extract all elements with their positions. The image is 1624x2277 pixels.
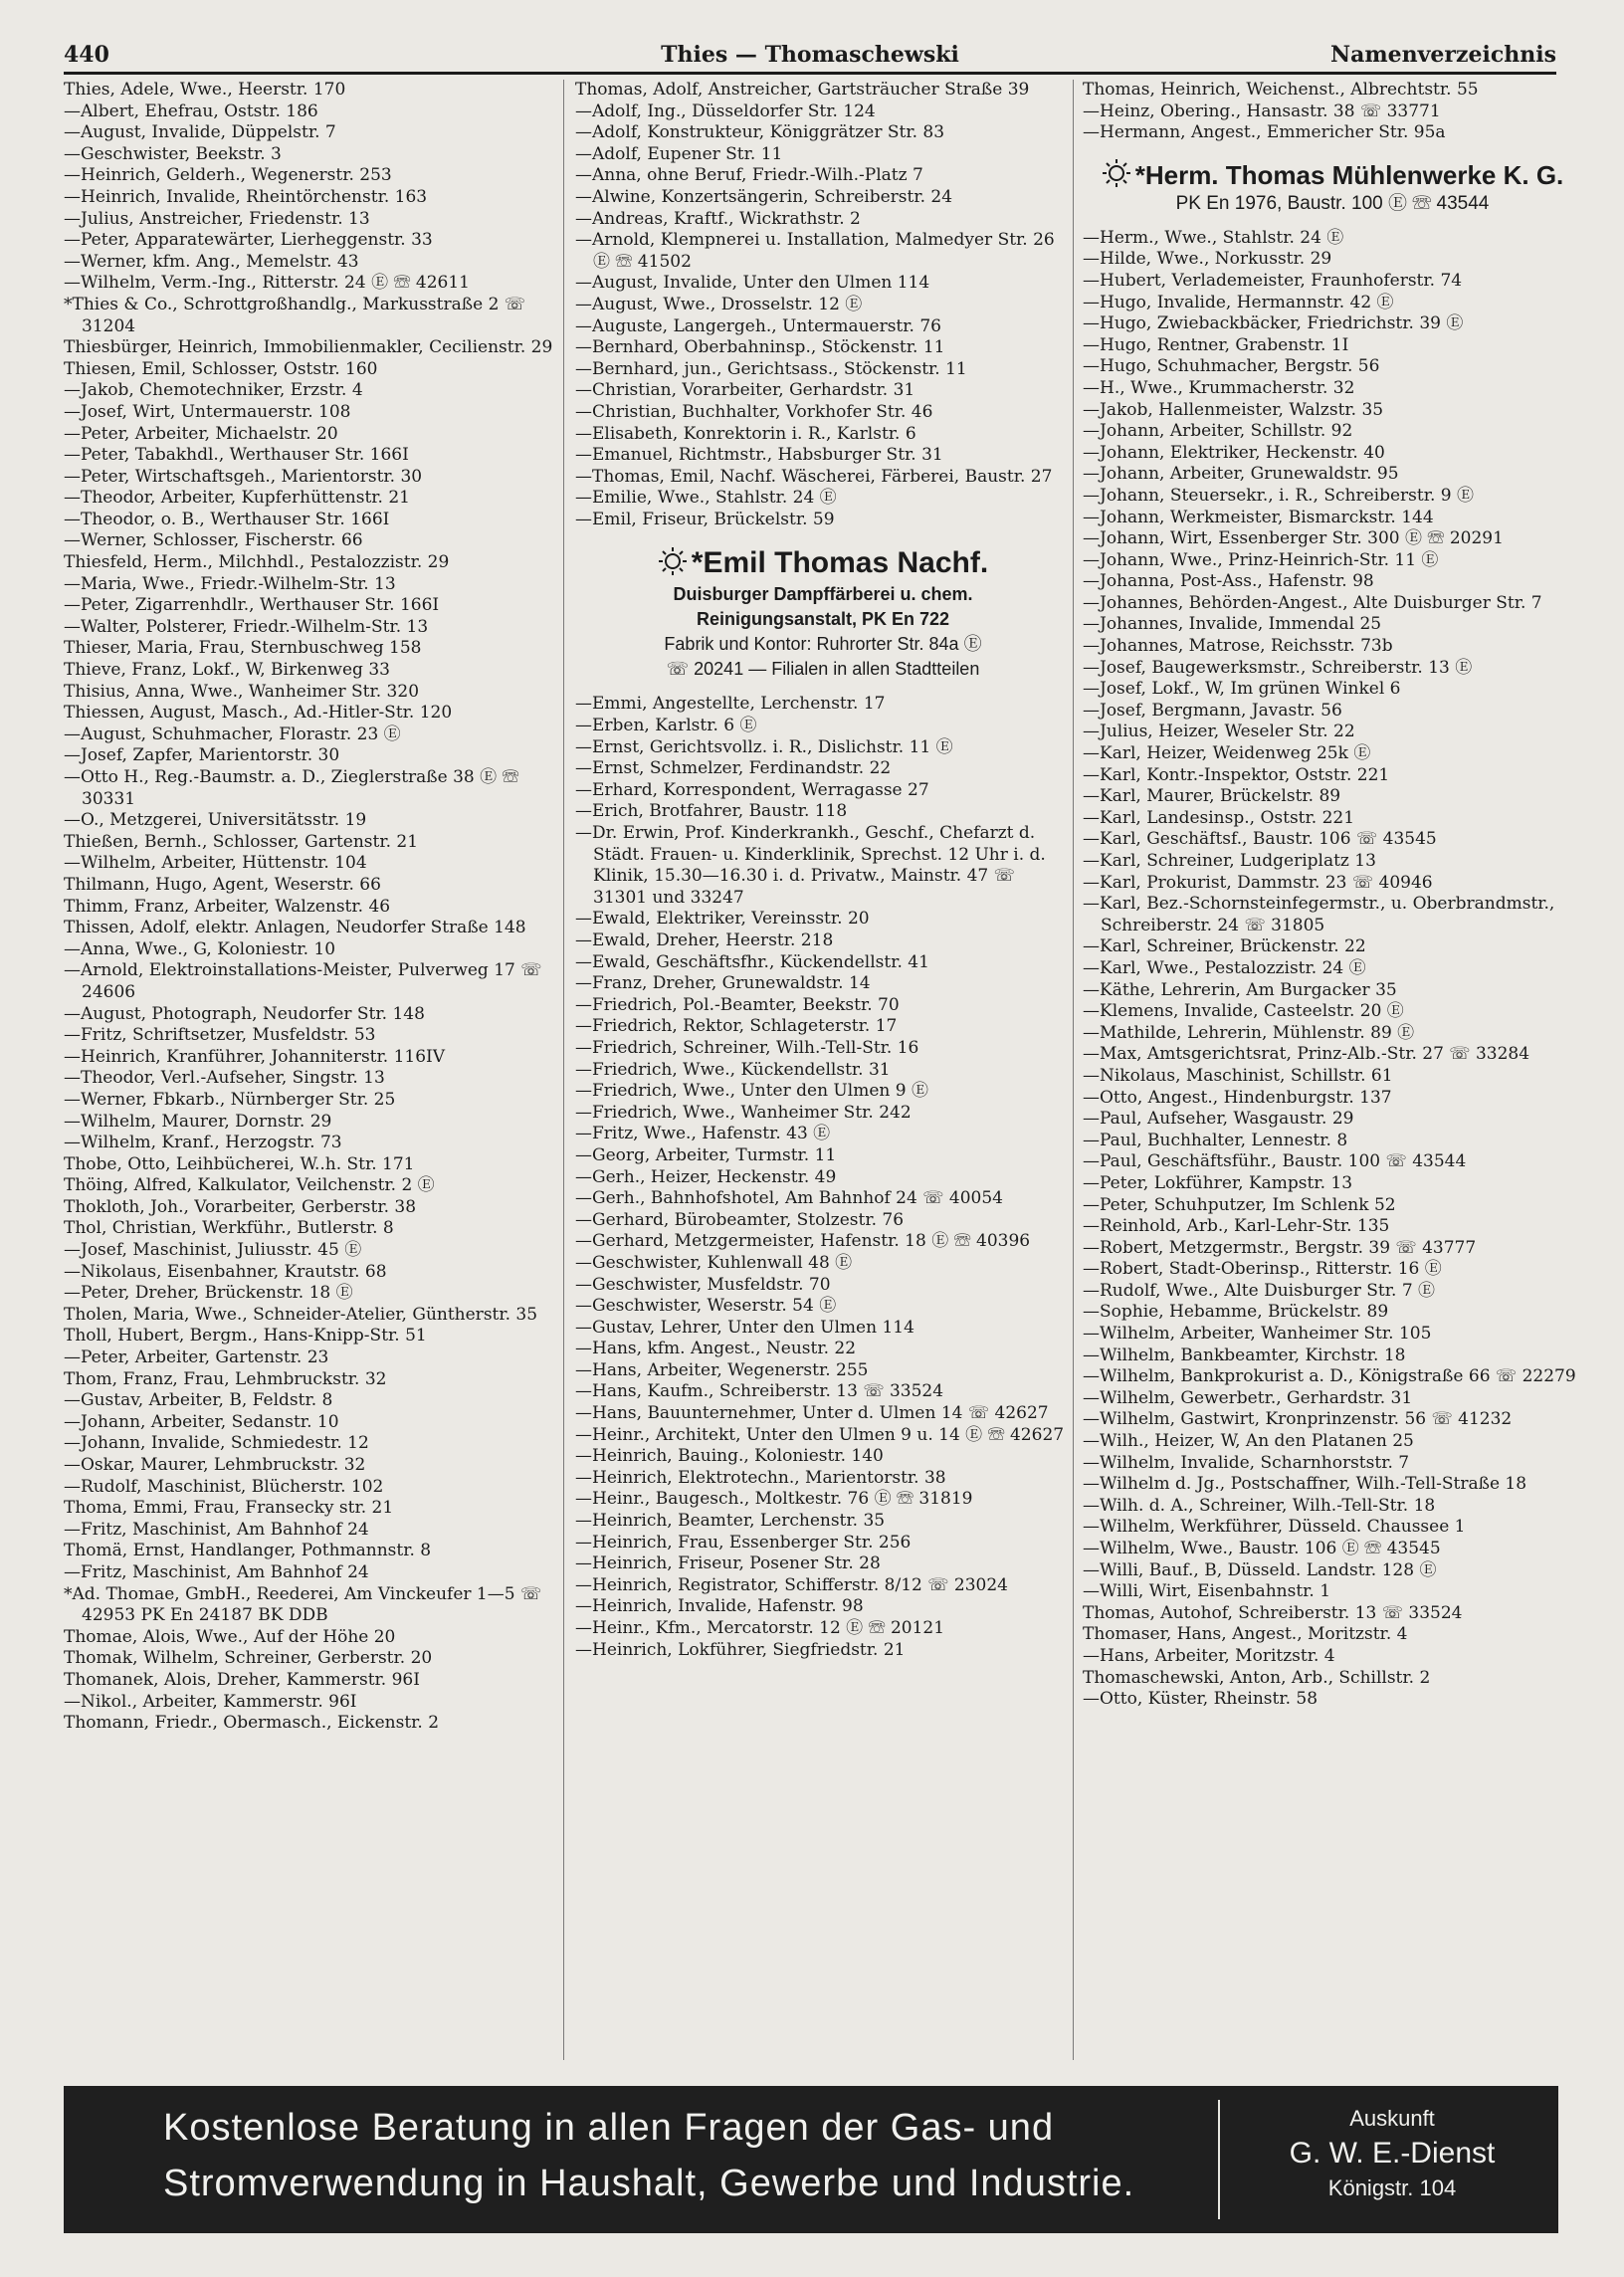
directory-entry: —Anna, Wwe., G, Koloniestr. 10 [64, 938, 336, 959]
directory-entry: Thomann, Friedr., Obermasch., Eickenstr. 2 [64, 1713, 440, 1734]
directory-entry: —Gustav, Lehrer, Unter den Ulmen 114 [575, 1317, 914, 1338]
directory-entry: —Bernhard, jun., Gerichtsass., Stöckenstr. 11 [575, 358, 967, 379]
directory-entry: —Otto, Angest., Hindenburgstr. 137 [1083, 1087, 1392, 1108]
directory-entry: Thoma, Emmi, Frau, Fransecky str. 21 [64, 1498, 394, 1519]
directory-entry: Thokloth, Joh., Vorarbeiter, Gerberstr. 38 [64, 1196, 417, 1217]
directory-entry: —Heinrich, Registrator, Schifferstr. 8/12 ☏ 23024 [575, 1574, 1009, 1595]
directory-entry: —Fritz, Maschinist, Am Bahnhof 24 [64, 1561, 369, 1582]
directory-entry: Thies, Adele, Wwe., Heerstr. 170 [64, 80, 346, 100]
directory-entry: —August, Invalide, Düppelstr. 7 [64, 122, 336, 143]
directory-entry: —Friedrich, Wwe., Unter den Ulmen 9 Ⓔ [575, 1081, 928, 1102]
directory-entry: —Wilh., Heizer, W, An den Platanen 25 [1083, 1431, 1414, 1452]
directory-entry: —Karl, Geschäftsf., Baustr. 106 ☏ 43545 [1083, 829, 1437, 850]
directory-entry: Thiessen, August, Masch., Ad.-Hitler-Str. 120 [64, 703, 453, 724]
directory-entry: —Heinz, Obering., Hansastr. 38 ☏ 33771 [1083, 101, 1441, 121]
directory-entry: —Adolf, Konstrukteur, Königgrätzer Str. 83 [575, 122, 945, 143]
directory-entry: —Hermann, Angest., Emmericher Str. 95a [1083, 122, 1446, 143]
directory-entry: Thisius, Anna, Wwe., Wanheimer Str. 320 [64, 681, 420, 702]
directory-entry: —Heinr., Architekt, Unter den Ulmen 9 u. 14 Ⓔ ☏ 42627 [575, 1424, 1065, 1445]
directory-entry: —Gerhard, Metzgermeister, Hafenstr. 18 Ⓔ ☏ 40396 [575, 1231, 1031, 1252]
directory-entry: —Wilhelm, Gewerbetr., Gerhardstr. 31 [1083, 1387, 1413, 1408]
directory-entry: —Reinhold, Arb., Karl-Lehr-Str. 135 [1083, 1216, 1390, 1237]
directory-entry: Thießen, Bernh., Schlosser, Gartenstr. 21 [64, 831, 419, 852]
directory-entry: —Peter, Tabakhdl., Werthauser Str. 166I [64, 445, 409, 466]
directory-entry: —Heinrich, Kranführer, Johanniterstr. 116IV [64, 1046, 446, 1067]
directory-entry: —Walter, Polsterer, Friedr.-Wilhelm-Str. 13 [64, 616, 429, 637]
directory-entry: —Max, Amtsgerichtsrat, Prinz-Alb.-Str. 27 ☏ 33284 [1083, 1044, 1530, 1065]
directory-entry: —Hans, Bauunternehmer, Unter d. Ulmen 14 ☏ 42627 [575, 1403, 1049, 1424]
directory-entry: —Ernst, Gerichtsvollz. i. R., Dislichstr. 11 Ⓔ [575, 736, 953, 757]
directory-entry: —Friedrich, Pol.-Beamter, Beekstr. 70 [575, 994, 900, 1015]
directory-entry: Tholen, Maria, Wwe., Schneider-Atelier, Güntherstr. 35 [64, 1304, 538, 1325]
directory-entry: —Paul, Geschäftsführ., Baustr. 100 ☏ 43544 [1083, 1151, 1467, 1172]
directory-entry: —Robert, Metzgermstr., Bergstr. 39 ☏ 43777 [1083, 1237, 1477, 1258]
column-divider [563, 80, 564, 2060]
directory-entry: —Hans, Kaufm., Schreiberstr. 13 ☏ 33524 [575, 1381, 944, 1402]
directory-entry: —Erhard, Korrespondent, Werragasse 27 [575, 779, 929, 800]
directory-entry: Thomae, Alois, Wwe., Auf der Höhe 20 [64, 1626, 396, 1647]
directory-entry: —Alwine, Konzertsängerin, Schreiberstr. 24 [575, 186, 953, 207]
directory-entry: —Friedrich, Rektor, Schlageterstr. 17 [575, 1016, 898, 1037]
directory-entry: —Gerh., Bahnhofshotel, Am Bahnhof 24 ☏ 40054 [575, 1188, 1003, 1209]
directory-entry: Thomanek, Alois, Dreher, Kammerstr. 96I [64, 1669, 420, 1690]
directory-entry: —Robert, Stadt-Oberinsp., Ritterstr. 16 Ⓔ [1083, 1259, 1442, 1280]
directory-entry: Tholl, Hubert, Bergm., Hans-Knipp-Str. 51 [64, 1326, 427, 1346]
directory-entry: Thomas, Adolf, Anstreicher, Gartsträucher Straße 39 [575, 80, 1030, 100]
directory-entry: —Peter, Wirtschaftsgeh., Marientorstr. 30 [64, 466, 423, 487]
directory-entry: —Karl, Maurer, Brückelstr. 89 [1083, 786, 1341, 807]
directory-entry: —Emil, Friseur, Brückelstr. 59 [575, 509, 835, 529]
directory-entry: —Bernhard, Oberbahninsp., Stöckenstr. 11 [575, 337, 945, 358]
directory-entry: —Wilhelm, Invalide, Scharnhorststr. 7 [1083, 1452, 1410, 1473]
directory-entry: —Friedrich, Wwe., Wanheimer Str. 242 [575, 1102, 912, 1123]
directory-entry: —Johannes, Invalide, Immendal 25 [1083, 614, 1382, 635]
directory-entry: Thieser, Maria, Frau, Sternbuschweg 158 [64, 638, 422, 659]
directory-entry: —Peter, Arbeiter, Michaelstr. 20 [64, 423, 338, 444]
directory-entry: —Erich, Brotfahrer, Baustr. 118 [575, 801, 848, 822]
directory-entry: —Josef, Wirt, Untermauerstr. 108 [64, 401, 351, 422]
ad-line: Reinigungsanstalt, PK En 722 [696, 609, 950, 630]
directory-entry: —Fritz, Wwe., Hafenstr. 43 Ⓔ [575, 1124, 831, 1144]
directory-entry: —Johann, Steuersekr., i. R., Schreiberstr. 9 Ⓔ [1083, 485, 1474, 506]
directory-entry: —Heinrich, Bauing., Koloniestr. 140 [575, 1446, 884, 1467]
directory-entry: Thomas, Autohof, Schreiberstr. 13 ☏ 33524 [1083, 1602, 1463, 1623]
directory-entry: —Erben, Karlstr. 6 Ⓔ [575, 716, 757, 736]
directory-entry: —Adolf, Ing., Düsseldorfer Str. 124 [575, 101, 876, 121]
directory-entry: —Ewald, Dreher, Heerstr. 218 [575, 931, 834, 950]
directory-entry: —Arnold, Elektroinstallations-Meister, Pulverweg 17 ☏ 24606 [64, 960, 542, 1002]
directory-entry: —Johann, Invalide, Schmiedestr. 12 [64, 1433, 369, 1454]
directory-entry: —Heinrich, Invalide, Hafenstr. 98 [575, 1596, 864, 1617]
directory-entry: —Nikolaus, Eisenbahner, Krautstr. 68 [64, 1261, 387, 1282]
directory-entry: —Josef, Bergmann, Javastr. 56 [1083, 700, 1342, 721]
directory-entry: —Johann, Arbeiter, Sedanstr. 10 [64, 1411, 339, 1432]
directory-entry: —Wilhelm, Maurer, Dornstr. 29 [64, 1111, 332, 1132]
directory-entry: —Jakob, Hallenmeister, Walzstr. 35 [1083, 399, 1384, 420]
directory-entry: —Johannes, Behörden-Angest., Alte Duisburger Str. 7 [1083, 592, 1542, 613]
column-divider [1073, 80, 1074, 2060]
directory-entry: —August, Schuhmacher, Florastr. 23 Ⓔ [64, 724, 401, 744]
directory-entry: —Karl, Kontr.-Inspektor, Oststr. 221 [1083, 764, 1390, 785]
directory-entry: —Johann, Werkmeister, Bismarckstr. 144 [1083, 507, 1434, 527]
sun-logo-icon [1102, 158, 1131, 188]
directory-entry: —August, Photograph, Neudorfer Str. 148 [64, 1003, 425, 1024]
directory-entry: —August, Invalide, Unter den Ulmen 114 [575, 273, 930, 294]
directory-entry: —Mathilde, Lehrerin, Mühlenstr. 89 Ⓔ [1083, 1022, 1415, 1043]
directory-entry: —Fritz, Maschinist, Am Bahnhof 24 [64, 1519, 369, 1540]
directory-entry: Thol, Christian, Werkführ., Butlerstr. 8 [64, 1218, 394, 1239]
directory-entry: —Andreas, Kraftf., Wickrathstr. 2 [575, 208, 861, 229]
banner-line: Kostenlose Beratung in allen Fragen der Gas- und [163, 2107, 1055, 2149]
directory-entry: —Wilhelm d. Jg., Postschaffner, Wilh.-Tell-Straße 18 [1083, 1474, 1527, 1495]
directory-entry: —Johann, Elektriker, Heckenstr. 40 [1083, 442, 1385, 463]
directory-entry: —Hans, kfm. Angest., Neustr. 22 [575, 1339, 857, 1359]
directory-entry: Thomä, Ernst, Handlanger, Pothmannstr. 8 [64, 1541, 432, 1561]
directory-entry: —Elisabeth, Konrektorin i. R., Karlstr. 6 [575, 423, 916, 444]
directory-entry: —Hans, Arbeiter, Moritzstr. 4 [1083, 1645, 1335, 1666]
directory-entry: —Willi, Bauf., B, Düsseld. Landstr. 128 Ⓔ [1083, 1559, 1437, 1580]
directory-entry: —Peter, Apparatewärter, Lierheggenstr. 33 [64, 230, 433, 251]
page-title: Thies — Thomaschewski [661, 42, 959, 68]
ad-company-name: *Emil Thomas Nachf. [691, 546, 989, 580]
directory-entry: —Klemens, Invalide, Casteelstr. 20 Ⓔ [1083, 1001, 1404, 1022]
directory-entry: —Heinr., Kfm., Mercatorstr. 12 Ⓔ ☏ 20121 [575, 1618, 945, 1638]
directory-entry: —Johanna, Post-Ass., Hafenstr. 98 [1083, 571, 1374, 592]
directory-entry: —Werner, Schlosser, Fischerstr. 66 [64, 530, 363, 551]
directory-entry: —Hugo, Schuhmacher, Bergstr. 56 [1083, 356, 1380, 377]
directory-entry: —Peter, Dreher, Brückenstr. 18 Ⓔ [64, 1283, 353, 1304]
directory-entry: —Karl, Schreiner, Brückenstr. 22 [1083, 936, 1366, 957]
directory-entry: —Julius, Heizer, Weseler Str. 22 [1083, 722, 1355, 742]
directory-entry: —Ewald, Geschäftsfhr., Kückendellstr. 41 [575, 951, 929, 972]
directory-entry: —Nikol., Arbeiter, Kammerstr. 96I [64, 1691, 357, 1712]
directory-entry: —Heinrich, Lokführer, Siegfriedstr. 21 [575, 1639, 906, 1660]
directory-entry: —Willi, Wirt, Eisenbahnstr. 1 [1083, 1581, 1331, 1602]
directory-entry: —Heinrich, Invalide, Rheintörchenstr. 163 [64, 186, 428, 207]
directory-entry: —Werner, Fbkarb., Nürnberger Str. 25 [64, 1089, 396, 1110]
directory-entry: —Wilh. d. A., Schreiner, Wilh.-Tell-Str. 18 [1083, 1495, 1436, 1516]
directory-entry: —Heinrich, Friseur, Posener Str. 28 [575, 1553, 881, 1574]
directory-entry: —Heinrich, Elektrotechn., Marientorstr. 38 [575, 1467, 946, 1488]
directory-entry: —Peter, Zigarrenhdlr., Werthauser Str. 166I [64, 595, 440, 616]
directory-entry: —Gustav, Arbeiter, B, Feldstr. 8 [64, 1390, 333, 1411]
directory-entry: Thöing, Alfred, Kalkulator, Veilchenstr. 2 Ⓔ [64, 1175, 435, 1196]
directory-entry: —Wilhelm, Bankprokurist a. D., Königstraße 66 ☏ 22279 [1083, 1366, 1576, 1387]
ad-line: PK En 1976, Baustr. 100 Ⓔ ☏ 43544 [1175, 192, 1490, 214]
directory-entry: Thobe, Otto, Leihbücherei, W..h. Str. 171 [64, 1153, 415, 1174]
directory-entry: —Hans, Arbeiter, Wegenerstr. 255 [575, 1359, 869, 1380]
directory-entry: —Hilde, Wwe., Norkusstr. 29 [1083, 249, 1332, 270]
directory-entry: —Josef, Baugewerksmstr., Schreiberstr. 13 Ⓔ [1083, 657, 1473, 678]
banner-service-name: G. W. E.-Dienst [1289, 2137, 1496, 2170]
directory-entry: Thieve, Franz, Lokf., W, Birkenweg 33 [64, 660, 390, 681]
directory-entry: —Dr. Erwin, Prof. Kinderkrankh., Geschf., Chefarzt d. Städt. Frauen- u. Kinderklinik, Sprechst. 12 Uhr i. d. Klinik, 15.30—16.30 i. d. Privatw., Mainstr. 47 ☏ 31301 und 33247 [575, 823, 1046, 908]
directory-entry: Thilmann, Hugo, Agent, Weserstr. 66 [64, 874, 381, 895]
directory-entry: —Auguste, Langergeh., Untermauerstr. 76 [575, 315, 941, 336]
directory-entry: —Käthe, Lehrerin, Am Burgacker 35 [1083, 979, 1397, 1000]
advertisement-emil-thomas [575, 544, 1071, 682]
directory-entry: —Johann, Wwe., Prinz-Heinrich-Str. 11 Ⓔ [1083, 549, 1439, 570]
directory-entry: Thiesen, Emil, Schlosser, Oststr. 160 [64, 358, 378, 379]
column-2 [575, 80, 1071, 1661]
directory-entry: —Albert, Ehefrau, Oststr. 186 [64, 101, 318, 121]
banner-divider [1218, 2100, 1220, 2219]
banner-info-label: Auskunft [1349, 2106, 1435, 2131]
directory-entry: —Otto H., Reg.-Baumstr. a. D., Zieglerstraße 38 Ⓔ ☏ 30331 [64, 767, 519, 809]
directory-entry: —Karl, Wwe., Pestalozzistr. 24 Ⓔ [1083, 957, 1366, 978]
directory-entry: —Karl, Prokurist, Dammstr. 23 ☏ 40946 [1083, 872, 1433, 893]
directory-entry: —Geschwister, Kuhlenwall 48 Ⓔ [575, 1252, 853, 1273]
directory-entry: —Otto, Küster, Rheinstr. 58 [1083, 1689, 1319, 1710]
directory-entry: —Hugo, Rentner, Grabenstr. 1I [1083, 334, 1349, 355]
directory-entry: —Hugo, Zwiebackbäcker, Friedrichstr. 39 Ⓔ [1083, 313, 1464, 334]
ad-line: Duisburger Dampffärberei u. chem. [673, 584, 973, 605]
directory-entry: —Paul, Buchhalter, Lennestr. 8 [1083, 1130, 1348, 1150]
directory-entry: Thimm, Franz, Arbeiter, Walzenstr. 46 [64, 896, 391, 917]
directory-entry: —Oskar, Maurer, Lehmbruckstr. 32 [64, 1455, 366, 1475]
directory-entry: —H., Wwe., Krummacherstr. 32 [1083, 377, 1355, 398]
directory-entry: —Paul, Aufseher, Wasgaustr. 29 [1083, 1109, 1354, 1130]
directory-entry: —Karl, Landesinsp., Oststr. 221 [1083, 807, 1355, 828]
directory-entry: —Karl, Heizer, Weidenweg 25k Ⓔ [1083, 743, 1371, 764]
sun-logo-icon [658, 546, 688, 576]
page-header [64, 42, 1556, 72]
banner-address: Königstr. 104 [1327, 2175, 1457, 2200]
directory-entry: —August, Wwe., Drosselstr. 12 Ⓔ [575, 294, 863, 314]
directory-entry: —Friedrich, Wwe., Kückendellstr. 31 [575, 1059, 891, 1080]
column-3 [1083, 80, 1582, 1711]
ad-company-name: *Herm. Thomas Mühlenwerke K. G. [1134, 159, 1564, 190]
directory-entry: —Geschwister, Musfeldstr. 70 [575, 1274, 831, 1295]
directory-entry: —Heinrich, Beamter, Lerchenstr. 35 [575, 1511, 886, 1532]
directory-entry: —Peter, Lokführer, Kampstr. 13 [1083, 1172, 1353, 1193]
ad-line: ☏ 20241 — Filialen in allen Stadtteilen [666, 659, 980, 680]
directory-entry: —Wilhelm, Bankbeamter, Kirchstr. 18 [1083, 1345, 1406, 1365]
directory-entry: —Peter, Schuhputzer, Im Schlenk 52 [1083, 1194, 1396, 1215]
directory-entry: —Emilie, Wwe., Stahlstr. 24 Ⓔ [575, 488, 837, 509]
directory-entry: —Josef, Lokf., W, Im grünen Winkel 6 [1083, 679, 1401, 700]
directory-entry: —Heinrich, Frau, Essenberger Str. 256 [575, 1532, 912, 1552]
directory-entry: —O., Metzgerei, Universitätsstr. 19 [64, 810, 367, 831]
directory-entry: Thiesfeld, Herm., Milchhdl., Pestalozzistr. 29 [64, 552, 450, 573]
directory-entry: —Adolf, Eupener Str. 11 [575, 143, 783, 164]
directory-entry: Thom, Franz, Frau, Lehmbruckstr. 32 [64, 1368, 387, 1389]
page-number: 440 [64, 42, 109, 68]
directory-entry: Thomaser, Hans, Angest., Moritzstr. 4 [1083, 1624, 1408, 1645]
directory-entry: —Gerhard, Bürobeamter, Stolzestr. 76 [575, 1209, 905, 1230]
banner-line: Stromverwendung in Haushalt, Gewerbe und Industrie. [163, 2163, 1135, 2204]
directory-entry: —Hugo, Invalide, Hermannstr. 42 Ⓔ [1083, 292, 1394, 312]
directory-entry: —Wilhelm, Werkführer, Düsseld. Chaussee 1 [1083, 1517, 1466, 1538]
directory-entry: *Ad. Thomae, GmbH., Reederei, Am Vinckeufer 1—5 ☏ 42953 PK En 24187 BK DDB [64, 1583, 542, 1626]
directory-entry: —Wilhelm, Gastwirt, Kronprinzenstr. 56 ☏ 41232 [1083, 1409, 1513, 1430]
advertisement-herm-thomas [1083, 158, 1582, 216]
directory-entry: —Friedrich, Schreiner, Wilh.-Tell-Str. 16 [575, 1037, 919, 1058]
directory-entry: —Theodor, Arbeiter, Kupferhüttenstr. 21 [64, 488, 410, 509]
directory-entry: —Ewald, Elektriker, Vereinsstr. 20 [575, 909, 870, 930]
directory-entry: —Sophie, Hebamme, Brückelstr. 89 [1083, 1302, 1389, 1323]
directory-entry: —Josef, Zapfer, Marientorstr. 30 [64, 745, 340, 766]
directory-entry: Thomak, Wilhelm, Schreiner, Gerberstr. 20 [64, 1648, 433, 1669]
directory-entry: —Wilhelm, Arbeiter, Hüttenstr. 104 [64, 853, 367, 874]
directory-entry: —Werner, kfm. Ang., Memelstr. 43 [64, 251, 359, 272]
gas-advertisement-banner [64, 2086, 1558, 2233]
directory-entry: —Karl, Schreiner, Ludgeriplatz 13 [1083, 851, 1376, 871]
directory-entry: —Heinrich, Gelderh., Wegenerstr. 253 [64, 165, 392, 186]
directory-entry: —Josef, Maschinist, Juliusstr. 45 Ⓔ [64, 1240, 362, 1261]
directory-entry: —Rudolf, Wwe., Alte Duisburger Str. 7 Ⓔ [1083, 1280, 1436, 1301]
directory-entry: —Thomas, Emil, Nachf. Wäscherei, Färberei, Baustr. 27 [575, 466, 1053, 487]
directory-entry: —Karl, Bez.-Schornsteinfegermstr., u. Oberbrandmstr., Schreiberstr. 24 ☏ 31805 [1083, 894, 1555, 935]
directory-entry: —Franz, Dreher, Grunewaldstr. 14 [575, 973, 871, 994]
directory-entry: —Johann, Arbeiter, Grunewaldstr. 95 [1083, 464, 1399, 485]
directory-entry: —Jakob, Chemotechniker, Erzstr. 4 [64, 380, 363, 401]
directory-entry: —Wilhelm, Wwe., Baustr. 106 Ⓔ ☏ 43545 [1083, 1539, 1441, 1558]
directory-entry: —Geschwister, Weserstr. 54 Ⓔ [575, 1296, 837, 1317]
directory-entry: —Hubert, Verlademeister, Fraunhoferstr. 74 [1083, 270, 1463, 291]
directory-entry: —Geschwister, Beekstr. 3 [64, 143, 282, 164]
directory-entry: —Theodor, o. B., Werthauser Str. 166I [64, 509, 390, 529]
directory-entry: —Maria, Wwe., Friedr.-Wilhelm-Str. 13 [64, 573, 396, 594]
directory-entry: —Georg, Arbeiter, Turmstr. 11 [575, 1144, 837, 1165]
directory-entry: —Christian, Buchhalter, Vorkhofer Str. 46 [575, 401, 933, 422]
directory-entry: —Theodor, Verl.-Aufseher, Singstr. 13 [64, 1068, 385, 1089]
directory-entry: —Christian, Vorarbeiter, Gerhardstr. 31 [575, 380, 915, 401]
directory-entry: —Heinr., Baugesch., Moltkestr. 76 Ⓔ ☏ 31819 [575, 1489, 973, 1510]
directory-entry: *Thies & Co., Schrottgroßhandlg., Markusstraße 2 ☏ 31204 [64, 294, 526, 336]
ad-line: Fabrik und Kontor: Ruhrorter Str. 84a Ⓔ [664, 634, 982, 655]
directory-entry: —Julius, Anstreicher, Friedenstr. 13 [64, 208, 370, 229]
section-title: Namenverzeichnis [1330, 42, 1556, 68]
directory-entry: —Emmi, Angestellte, Lerchenstr. 17 [575, 694, 886, 715]
directory-entry: —Johann, Wirt, Essenberger Str. 300 Ⓔ ☏ 20291 [1083, 528, 1504, 549]
directory-entry: Thissen, Adolf, elektr. Anlagen, Neudorfer Straße 148 [64, 918, 526, 938]
directory-entry: —Ernst, Schmelzer, Ferdinandstr. 22 [575, 758, 892, 779]
directory-entry: —Herm., Wwe., Stahlstr. 24 Ⓔ [1083, 227, 1344, 248]
directory-entry: —Peter, Arbeiter, Gartenstr. 23 [64, 1347, 329, 1368]
directory-entry: —Arnold, Klempnerei u. Installation, Malmedyer Str. 26 Ⓔ ☏ 41502 [575, 230, 1055, 272]
header-rule [64, 72, 1556, 75]
directory-entry: Thomaschewski, Anton, Arb., Schillstr. 2 [1083, 1667, 1431, 1688]
directory-entry: Thomas, Heinrich, Weichenst., Albrechtstr. 55 [1083, 80, 1479, 100]
directory-entry: —Johannes, Matrose, Reichsstr. 73b [1083, 636, 1393, 657]
directory-entry: —Gerh., Heizer, Heckenstr. 49 [575, 1166, 837, 1187]
directory-entry: —Wilhelm, Kranf., Herzogstr. 73 [64, 1133, 342, 1153]
directory-entry: —Emanuel, Richtmstr., Habsburger Str. 31 [575, 445, 943, 466]
directory-entry: —Wilhelm, Verm.-Ing., Ritterstr. 24 Ⓔ ☏ 42611 [64, 273, 470, 294]
directory-entry: —Wilhelm, Arbeiter, Wanheimer Str. 105 [1083, 1324, 1432, 1345]
directory-entry: Thiesbürger, Heinrich, Immobilienmakler, Cecilienstr. 29 [64, 337, 553, 358]
column-1 [64, 80, 559, 1735]
directory-entry: —Fritz, Schriftsetzer, Musfeldstr. 53 [64, 1025, 376, 1046]
directory-entry: —Johann, Arbeiter, Schillstr. 92 [1083, 421, 1353, 442]
directory-entry: —Nikolaus, Maschinist, Schillstr. 61 [1083, 1065, 1393, 1086]
directory-entry: —Anna, ohne Beruf, Friedr.-Wilh.-Platz 7 [575, 165, 923, 186]
directory-entry: —Rudolf, Maschinist, Blücherstr. 102 [64, 1476, 384, 1497]
